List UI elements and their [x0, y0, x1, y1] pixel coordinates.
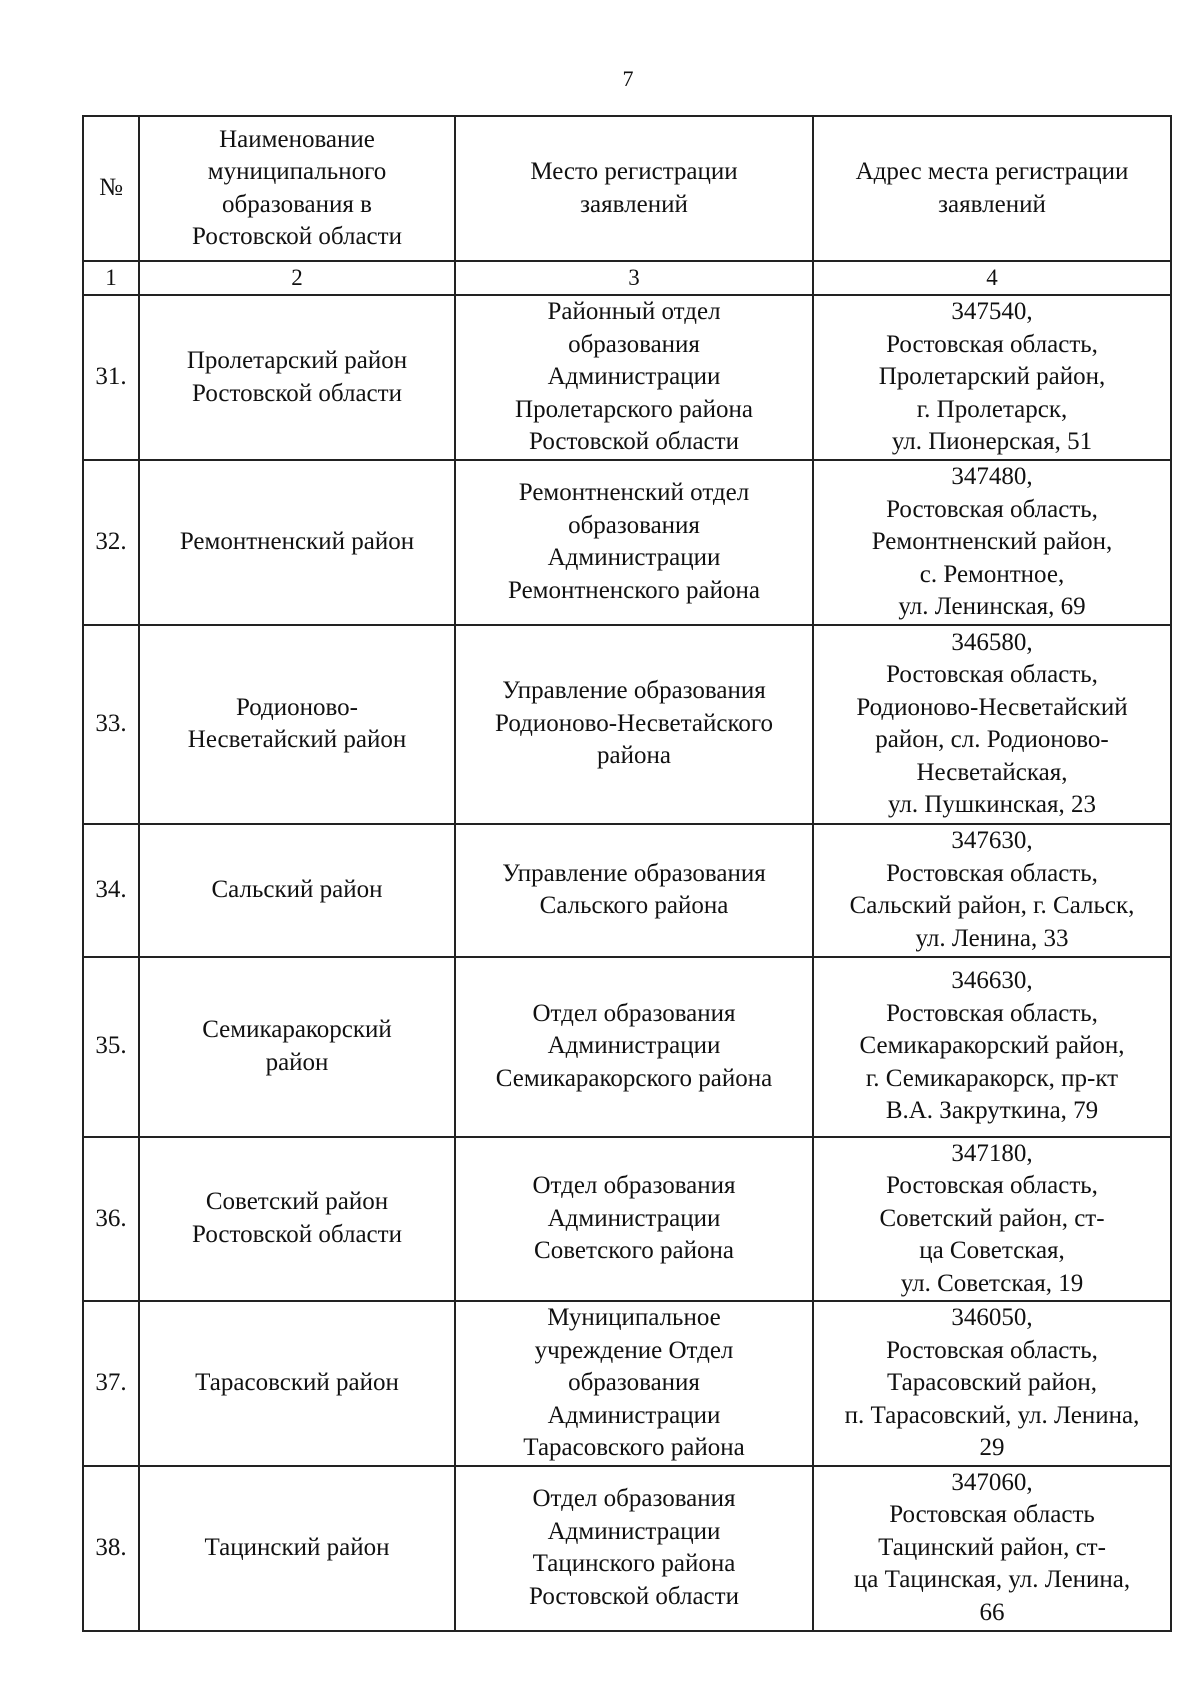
cell-text-line: Советского района [534, 1237, 734, 1264]
place-cell [455, 1301, 813, 1466]
cell-text-line: район [265, 1048, 329, 1076]
address-cell [813, 295, 1171, 460]
cell-text-line: Семикаракорский район, [859, 1032, 1125, 1060]
column-number-cell: 4 [813, 261, 1171, 295]
cell-text-line: Администрации [547, 1032, 721, 1060]
cell-text-line: район, сл. Родионово- [875, 726, 1109, 753]
cell-text-line: Администрации [547, 363, 721, 391]
cell-text-line: Родионово- [236, 693, 358, 721]
cell-text-line: ул. Пионерская, 51 [891, 428, 1093, 456]
place-cell [455, 625, 813, 824]
table-row [83, 824, 1171, 957]
cell-text-line: Сальский район [211, 875, 383, 903]
cell-text-line: Тацинского района [532, 1550, 736, 1577]
cell-text-line: Ремонтненского района [508, 576, 760, 604]
row-number: 38. [83, 1466, 139, 1631]
cell-text-line: Сальский район, г. Сальск, [849, 892, 1135, 919]
table-row [83, 1466, 1171, 1631]
cell-text-line: Сальского района [539, 892, 729, 919]
header-cell-no [83, 116, 139, 261]
address-cell [813, 957, 1171, 1137]
municipality-cell [139, 957, 455, 1137]
column-number-row [83, 261, 1171, 295]
cell-text-line: Пролетарский район, [878, 363, 1106, 391]
cell-text-line: Родионово-Несветайский [856, 693, 1128, 721]
cell-text-line: Ремонтненский район, [871, 528, 1113, 555]
cell-text-line: Пролетарский район [186, 347, 408, 374]
cell-text-line: Районный отдел [547, 298, 721, 326]
cell-text-line: 347060, [951, 1468, 1033, 1496]
cell-text-line: 66 [979, 1598, 1005, 1626]
table-row [83, 460, 1171, 625]
cell-text-line: Управление образования [502, 677, 766, 705]
place-cell [455, 957, 813, 1137]
cell-text-line: ца Советская, [919, 1237, 1065, 1264]
header-cell-place [455, 116, 813, 261]
cell-text-line: Ростовской области [192, 379, 402, 407]
cell-text-line: образования [568, 511, 700, 539]
cell-text-line: Отдел образования [532, 999, 736, 1027]
cell-text-line: 346050, [951, 1304, 1033, 1331]
cell-text-line: 346630, [951, 967, 1033, 995]
row-number: 31. [83, 295, 139, 460]
municipality-cell [139, 625, 455, 824]
cell-text-line: В.А. Закруткина, 79 [885, 1097, 1099, 1125]
cell-text-line: Тацинский район [204, 1533, 390, 1561]
cell-text-line: образования в [222, 190, 372, 218]
table-row [83, 625, 1171, 824]
cell-text-line: Ростовская область, [886, 495, 1098, 523]
municipality-cell [139, 295, 455, 460]
municipality-cell [139, 1466, 455, 1631]
cell-text-line: 347630, [951, 827, 1033, 854]
cell-text-line: образования [568, 1369, 700, 1396]
address-cell [813, 824, 1171, 957]
cell-text-line: Ростовская область, [886, 330, 1098, 358]
cell-text-line: Советский район, ст- [879, 1204, 1105, 1232]
cell-text-line: 29 [979, 1434, 1005, 1461]
cell-text-line: Тарасовского района [523, 1434, 745, 1461]
address-cell [813, 1301, 1171, 1466]
cell-text-line: Ремонтненский район [179, 528, 415, 555]
cell-text-line: Адрес места регистрации [855, 158, 1129, 185]
cell-text-line: учреждение Отдел [534, 1336, 734, 1364]
column-number-cell: 3 [455, 261, 813, 295]
cell-text-line: ул. Ленина, 33 [915, 924, 1069, 952]
cell-text-line: Родионово-Несветайского [495, 709, 773, 737]
cell-text-line: г. Пролетарск, [916, 395, 1068, 423]
cell-text-line: заявлений [938, 190, 1046, 218]
place-cell [455, 1137, 813, 1302]
place-cell [455, 824, 813, 957]
header-cell-address [813, 116, 1171, 261]
cell-text-line: ул. Ленинская, 69 [898, 593, 1086, 620]
cell-text-line: Тарасовский район, [887, 1369, 1097, 1396]
cell-text-line: 346580, [951, 628, 1033, 656]
row-number: 36. [83, 1137, 139, 1302]
cell-text-line: муниципального [207, 158, 387, 185]
municipality-cell [139, 1301, 455, 1466]
column-number-cell: 1 [83, 261, 139, 295]
cell-text-line: Ростовская область [889, 1501, 1095, 1529]
cell-text-line: Администрации [547, 1401, 721, 1429]
place-cell [455, 460, 813, 625]
cell-text-line: заявлений [580, 190, 688, 218]
place-cell [455, 295, 813, 460]
cell-text-line: Ростовская область, [886, 1172, 1098, 1199]
row-number: 35. [83, 957, 139, 1137]
address-cell [813, 625, 1171, 824]
cell-text-line: Муниципальное [547, 1304, 721, 1331]
table-row [83, 1137, 1171, 1302]
row-number: 33. [83, 625, 139, 824]
cell-text-line: Тарасовский район [195, 1369, 399, 1396]
page-number: 7 [622, 66, 634, 91]
cell-text-line: п. Тарасовский, ул. Ленина, [844, 1401, 1140, 1429]
table-row [83, 1301, 1171, 1466]
table-row [83, 957, 1171, 1137]
cell-text-line: ул. Советская, 19 [900, 1269, 1084, 1297]
cell-text-line: Ростовская область, [886, 661, 1098, 688]
address-cell [813, 1137, 1171, 1302]
cell-text-line: Ростовская область, [886, 999, 1098, 1027]
municipality-cell [139, 460, 455, 625]
cell-text-line: 347480, [951, 463, 1033, 490]
cell-text-line: ул. Пушкинская, 23 [887, 791, 1097, 818]
cell-text-line: Администрации [547, 544, 721, 572]
cell-text-line: с. Ремонтное, [919, 560, 1065, 588]
cell-text-line: Пролетарского района [515, 395, 753, 423]
cell-text-line: Отдел образования [532, 1172, 736, 1199]
address-cell [813, 1466, 1171, 1631]
cell-text-line: Ростовская область, [886, 859, 1098, 887]
cell-text-line: образования [568, 330, 700, 358]
cell-text-line: Несветайский район [187, 726, 407, 753]
cell-text-line: Ростовской области [529, 428, 739, 456]
row-number: 37. [83, 1301, 139, 1466]
column-number-cell: 2 [139, 261, 455, 295]
row-number: 34. [83, 824, 139, 957]
header-row [83, 116, 1171, 261]
cell-text-line: Семикаракорского района [495, 1064, 773, 1092]
cell-text-line: 347540, [951, 298, 1033, 326]
cell-text-line: ца Тацинская, ул. Ленина, [853, 1566, 1131, 1594]
cell-text-line: Место регистрации [530, 158, 738, 185]
header-cell-municipality [139, 116, 455, 261]
cell-text-line: Семикаракорский [202, 1016, 392, 1043]
cell-text-line: Ростовской области [529, 1582, 739, 1610]
cell-text-line: Ростовской области [192, 1220, 402, 1248]
row-number: 32. [83, 460, 139, 625]
cell-text-line: района [597, 742, 671, 770]
table-row [83, 295, 1171, 460]
cell-text-line: Советский район [205, 1188, 389, 1216]
cell-text-line: Администрации [547, 1204, 721, 1232]
cell-text-line: Ростовская область, [886, 1336, 1098, 1364]
cell-text-line: Ростовской области [192, 223, 402, 250]
cell-text-line: г. Семикаракорск, пр-кт [865, 1064, 1119, 1092]
cell-text-line: Отдел образования [532, 1485, 736, 1512]
cell-text-line: Наименование [219, 125, 375, 153]
cell-text-line: № [99, 174, 123, 202]
address-cell [813, 460, 1171, 625]
cell-text-line: Ремонтненский отдел [518, 479, 750, 507]
cell-text-line: Управление образования [502, 859, 766, 887]
municipality-cell [139, 824, 455, 957]
cell-text-line: Администрации [547, 1517, 721, 1545]
registration-table [82, 115, 1172, 1632]
cell-text-line: Тацинский район, ст- [878, 1533, 1106, 1561]
cell-text-line: 347180, [951, 1139, 1033, 1167]
municipality-cell [139, 1137, 455, 1302]
cell-text-line: Несветайская, [916, 758, 1068, 786]
place-cell [455, 1466, 813, 1631]
